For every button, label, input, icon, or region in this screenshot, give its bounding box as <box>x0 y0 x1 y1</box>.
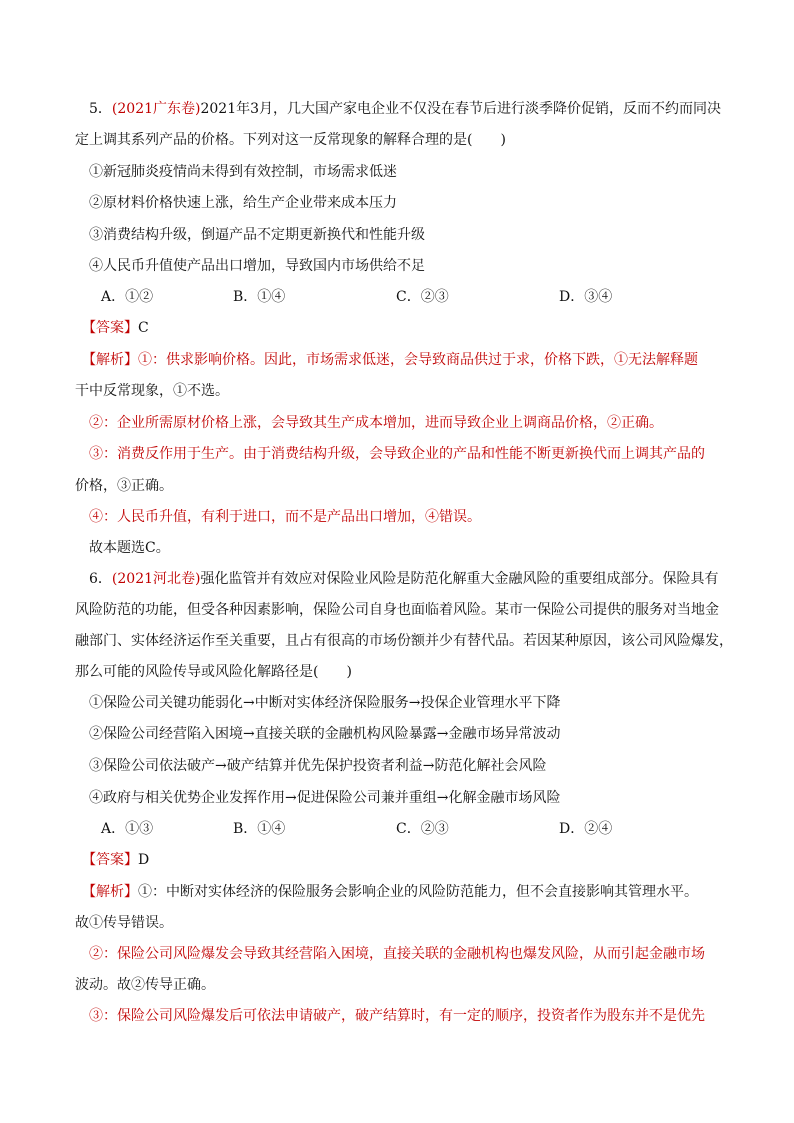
q6-stem-line-4: 那么可能的风险传导或风险化解路径是( ) <box>75 664 352 680</box>
q5-analysis-1a: ①：供求影响价格。因此，市场需求低迷，会导致商品供过于求，价格下跌，①无法解释题 <box>138 352 698 368</box>
q6-option-c: C．②③ <box>396 821 449 837</box>
q5-conclusion: 故本题选C。 <box>89 540 170 556</box>
q5-option-a: A．①② <box>101 289 154 305</box>
q5-item-1: ①新冠肺炎疫情尚未得到有效控制，市场需求低迷 <box>89 164 397 180</box>
q6-item-3: ③保险公司依法破产→破产结算并优先保护投资者利益→防范化解社会风险 <box>89 758 547 774</box>
q5-analysis-line-2: 干中反常现象，①不选。 <box>75 383 229 399</box>
q6-number: 6． <box>89 571 112 587</box>
q6-analysis-tag: 【解析】 <box>82 884 138 900</box>
q5-option-b: B．①④ <box>233 289 286 305</box>
q6-option-b: B．①④ <box>233 821 286 837</box>
q6-analysis-line-1 <box>82 882 698 902</box>
q6-stem-line-2: 风险防范的功能，但受各种因素影响，保险公司自身也面临着风险。某市一保险公司提供的服务对当地金 <box>75 602 719 618</box>
q5-answer-value: C <box>138 320 149 336</box>
q5-source: (2021广东卷) <box>111 101 201 117</box>
q6-stem-line-3: 融部门、实体经济运作至关重要，且占有很高的市场份额并少有替代品。若因某种原因，该公司风险爆发， <box>75 633 733 649</box>
q5-stem-line-1 <box>89 99 721 119</box>
q6-stem-text-1: 强化监管并有效应对保险业风险是防范化解重大金融风险的重要组成部分。保险具有 <box>200 571 719 587</box>
q5-answer-tag: 【答案】 <box>82 320 138 336</box>
q5-option-c: C．②③ <box>396 289 449 305</box>
q6-source: (2021河北卷) <box>111 571 201 587</box>
q5-number: 5． <box>89 101 112 117</box>
q6-item-4: ④政府与相关优势企业发挥作用→促进保险公司兼并重组→化解金融市场风险 <box>89 790 561 806</box>
q5-analysis-line-3: ②：企业所需原材价格上涨，会导致其生产成本增加，进而导致企业上调商品价格，②正确。 <box>89 415 663 431</box>
q6-analysis-line-5: ③：保险公司风险爆发后可依法申请破产，破产结算时，有一定的顺序，投资者作为股东并不是优先 <box>89 1008 705 1024</box>
q6-analysis-line-4: 波动。故②传导正确。 <box>75 977 215 993</box>
q5-item-3: ③消费结构升级，倒逼产品不定期更新换代和性能升级 <box>89 227 425 243</box>
q5-analysis-line-4: ③：消费反作用于生产。由于消费结构升级，会导致企业的产品和性能不断更新换代而上调其产品的 <box>89 446 705 462</box>
q5-item-4: ④人民币升值使产品出口增加，导致国内市场供给不足 <box>89 258 425 274</box>
q5-analysis-line-5: 价格，③正确。 <box>75 478 173 494</box>
q5-item-2: ②原材料价格快速上涨，给生产企业带来成本压力 <box>89 195 397 211</box>
q6-option-d: D．②④ <box>559 821 613 837</box>
q6-item-2: ②保险公司经营陷入困境→直接关联的金融机构风险暴露→金融市场异常波动 <box>89 726 561 742</box>
q6-item-1: ①保险公司关键功能弱化→中断对实体经济保险服务→投保企业管理水平下降 <box>89 695 561 711</box>
q5-stem-text-1: 2021年3月，几大国产家电企业不仅没在春节后进行淡季降价促销，反而不约而同决 <box>200 101 722 117</box>
q5-analysis-line-6: ④：人民币升值，有利于进口，而不是产品出口增加，④错误。 <box>89 509 481 525</box>
q6-option-a: A．①③ <box>101 821 154 837</box>
q5-analysis-tag: 【解析】 <box>82 352 138 368</box>
q6-analysis-line-3: ②：保险公司风险爆发会导致其经营陷入困境，直接关联的金融机构也爆发风险，从而引起金融市场 <box>89 946 705 962</box>
q5-option-d: D．③④ <box>559 289 613 305</box>
q6-analysis-1a: ①：中断对实体经济的保险服务会影响企业的风险防范能力，但不会直接影响其管理水平。 <box>138 884 698 900</box>
q6-answer-tag: 【答案】 <box>82 852 138 868</box>
q6-stem-line-1 <box>89 569 718 589</box>
q5-analysis-line-1 <box>82 350 698 370</box>
q5-answer <box>82 318 149 338</box>
q6-analysis-line-2: 故①传导错误。 <box>75 915 173 931</box>
q5-stem-line-2: 定上调其系列产品的价格。下列对这一反常现象的解释合理的是( ) <box>75 132 506 148</box>
q6-answer <box>82 850 149 870</box>
q6-answer-value: D <box>138 852 150 868</box>
